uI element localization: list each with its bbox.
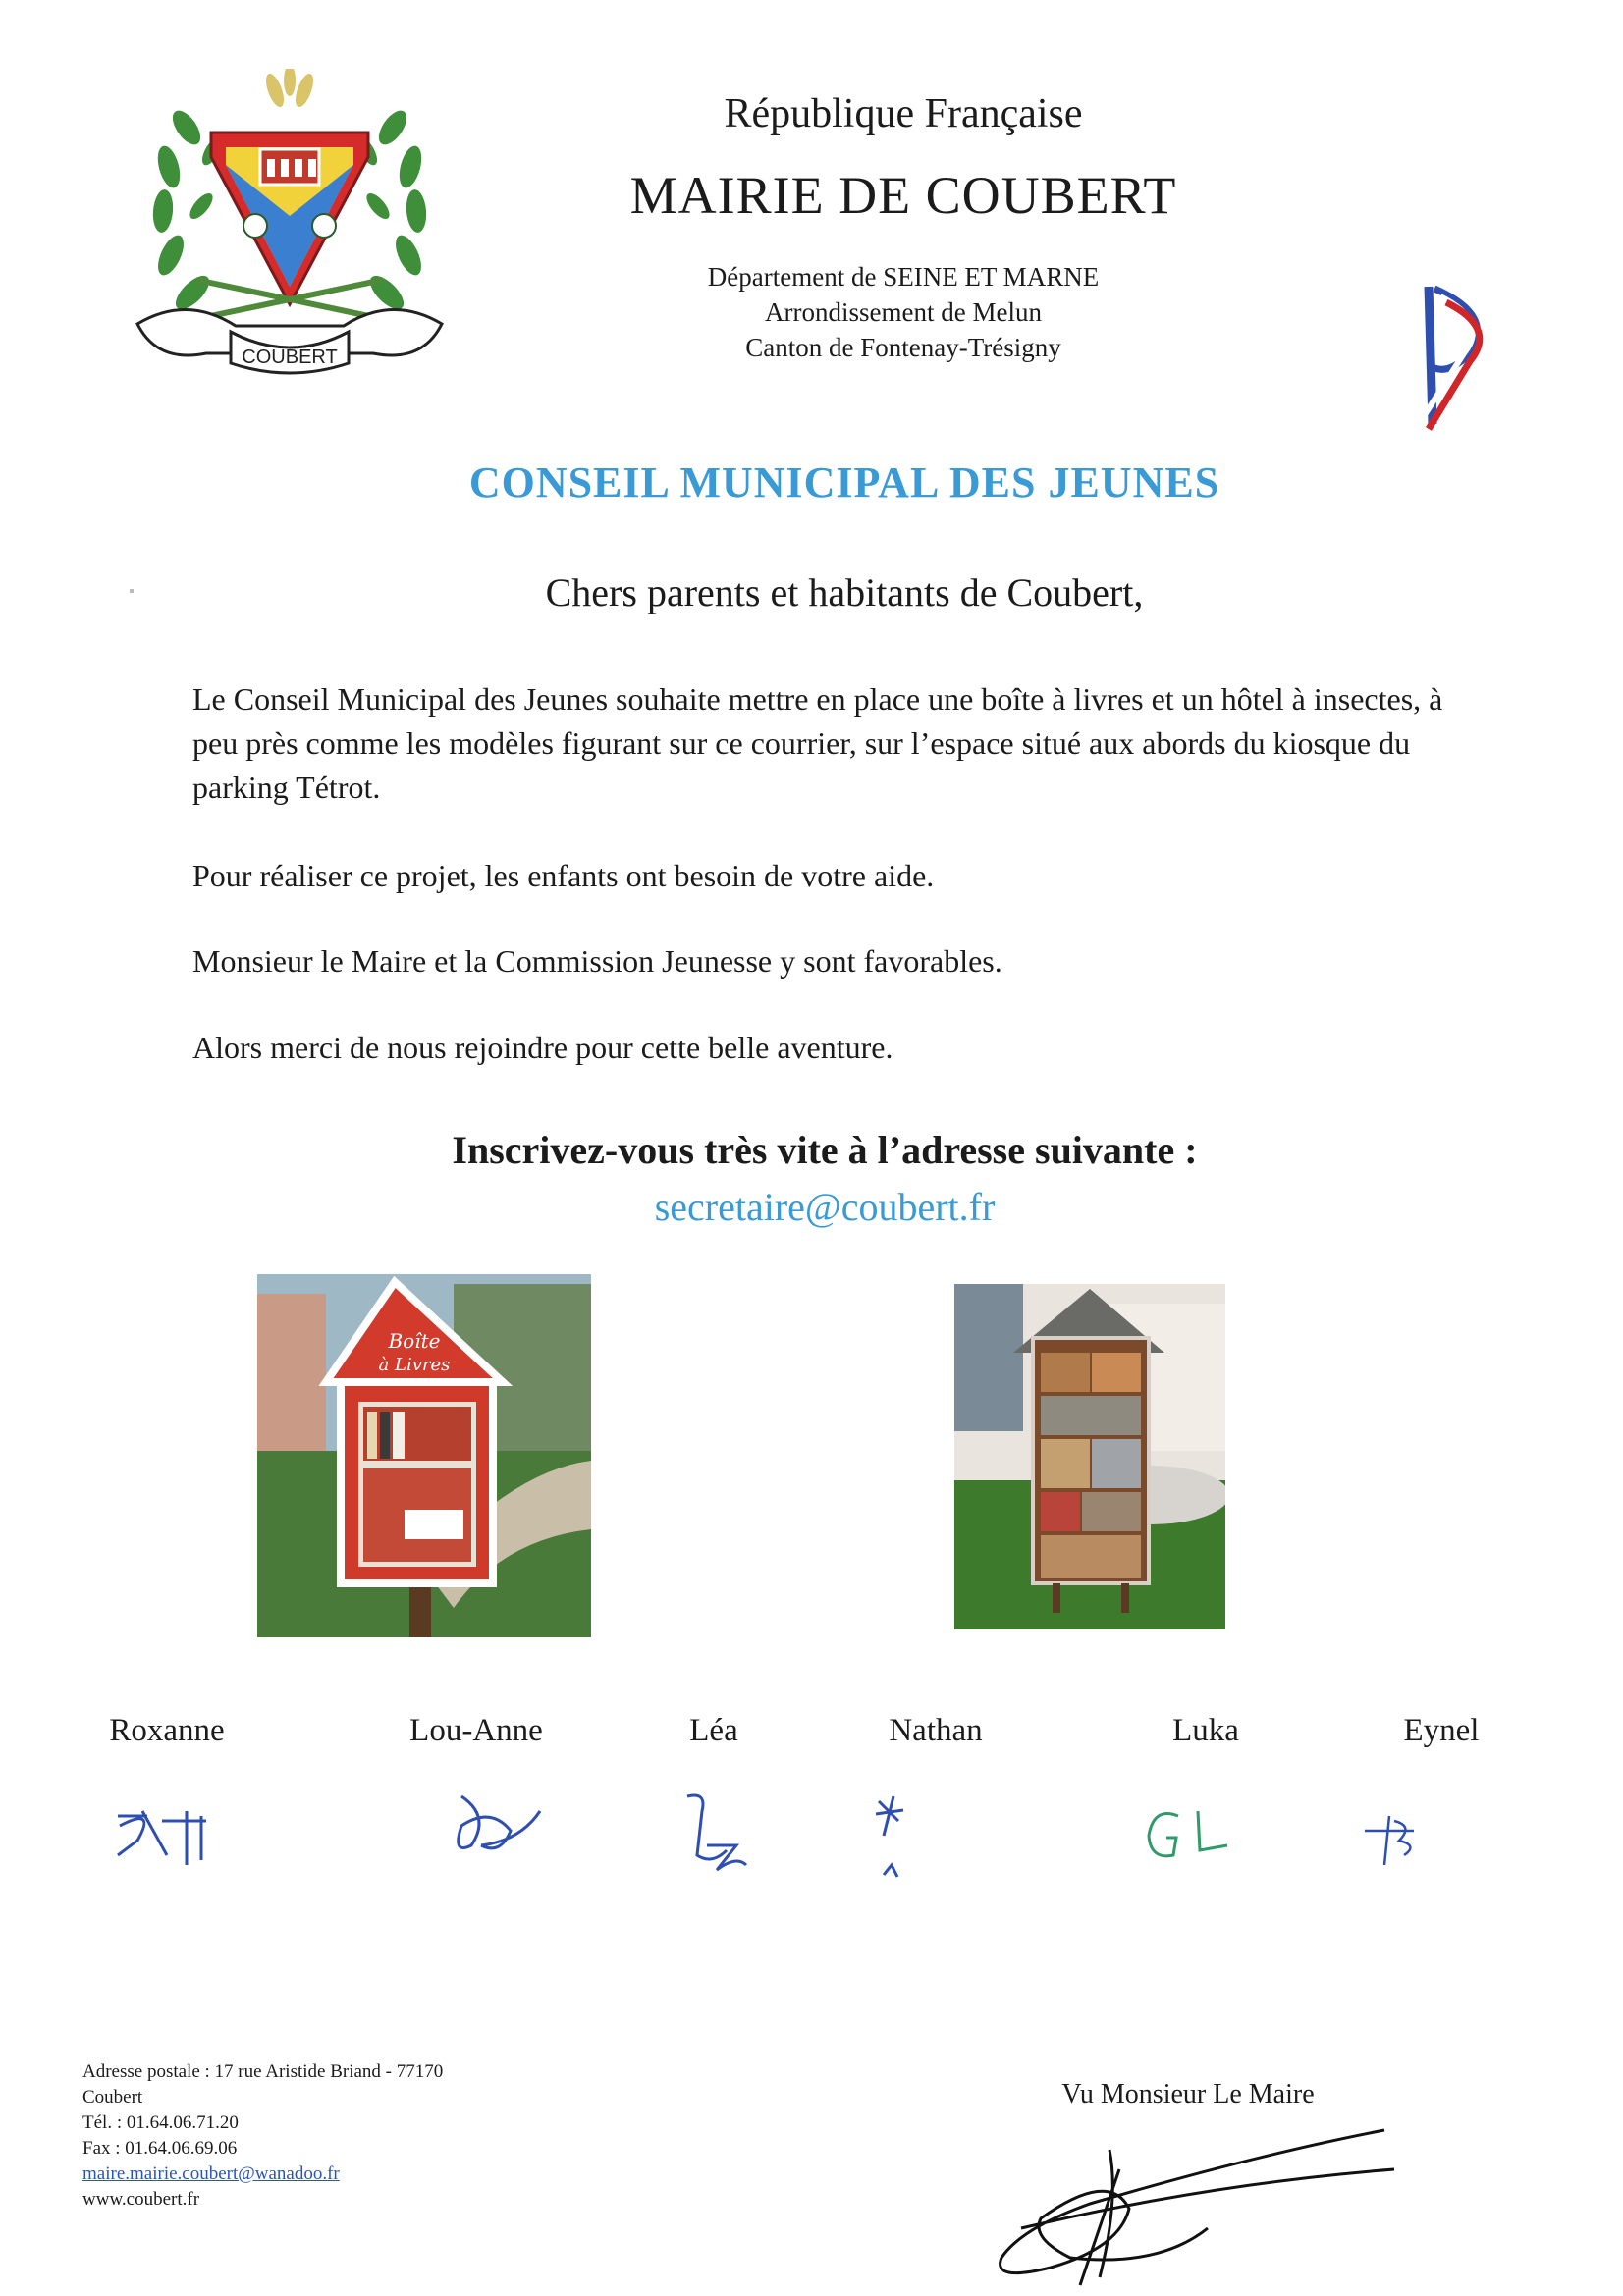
signatory-name-eynel: Eynel [1403, 1713, 1480, 1748]
footer-city: Coubert [82, 2087, 143, 2108]
paragraph-help: Pour réaliser ce projet, les enfants ont besoin de votre aide. [192, 858, 935, 893]
coubert-crest-logo [128, 69, 452, 393]
footer-website: www.coubert.fr [82, 2189, 200, 2210]
greeting: Chers parents et habitants de Coubert, [545, 570, 1144, 614]
signatory-name-lea: Léa [689, 1713, 738, 1748]
book-box-photo [257, 1274, 591, 1637]
page-title: CONSEIL MUNICIPAL DES JEUNES [468, 458, 1220, 507]
signatory-name-nathan: Nathan [889, 1713, 983, 1748]
insect-hotel-photo [954, 1284, 1225, 1629]
republic-heading: République Française [724, 91, 1083, 136]
arrondissement-line: Arrondissement de Melun [765, 297, 1042, 327]
signup-call-to-action: Inscrivez-vous très vite à l’adresse suivante : [452, 1128, 1198, 1172]
crest-label: COUBERT [242, 347, 338, 368]
footer-fax: Fax : 01.64.06.69.06 [82, 2138, 238, 2159]
footer-contact-info [82, 2059, 632, 2213]
canton-line: Canton de Fontenay-Trésigny [745, 333, 1061, 362]
signature-lea [668, 1787, 785, 1885]
signatory-name-roxanne: Roxanne [109, 1713, 225, 1748]
signature-roxanne [108, 1787, 226, 1885]
signatory-name-lou-anne: Lou-Anne [409, 1713, 543, 1748]
photo-sign-line1: Boîte [388, 1329, 441, 1353]
photo-sign-line2: à Livres [378, 1355, 451, 1375]
mayor-approval-label: Vu Monsieur Le Maire [1061, 2079, 1315, 2109]
mairie-title: MAIRIE DE COUBERT [629, 166, 1177, 225]
department-line: Département de SEINE ET MARNE [707, 262, 1100, 292]
footer-email-link[interactable]: maire.mairie.coubert@wanadoo.fr [82, 2163, 340, 2184]
mayor-signature [962, 2110, 1404, 2287]
signatory-name-luka: Luka [1172, 1713, 1239, 1748]
paragraph-thanks: Alors merci de nous rejoindre pour cette belle aventure. [192, 1030, 893, 1065]
tricolor-ribbon-logo [1399, 277, 1507, 434]
paragraph-project: Le Conseil Municipal des Jeunes souhaite mettre en place une boîte à livres et un hôtel à insectes, à peu près comme les modèles figurant sur ce courrier, sur l’espace situé aux abords du kiosque du parking Tétrot. [192, 681, 1443, 805]
signup-email-link[interactable]: secretaire@coubert.fr [654, 1185, 996, 1229]
paragraph-approval: Monsieur le Maire et la Commission Jeunesse y sont favorables. [192, 943, 1002, 979]
signature-eynel [1345, 1787, 1463, 1885]
administrative-info [589, 259, 1217, 365]
scan-speck [130, 589, 134, 593]
footer-phone: Tél. : 01.64.06.71.20 [82, 2112, 239, 2133]
signature-nathan [854, 1787, 972, 1885]
signature-luka [1139, 1787, 1257, 1885]
footer-address: Adresse postale : 17 rue Aristide Briand - 77170 [82, 2061, 444, 2082]
signature-lou-anne [432, 1787, 550, 1885]
